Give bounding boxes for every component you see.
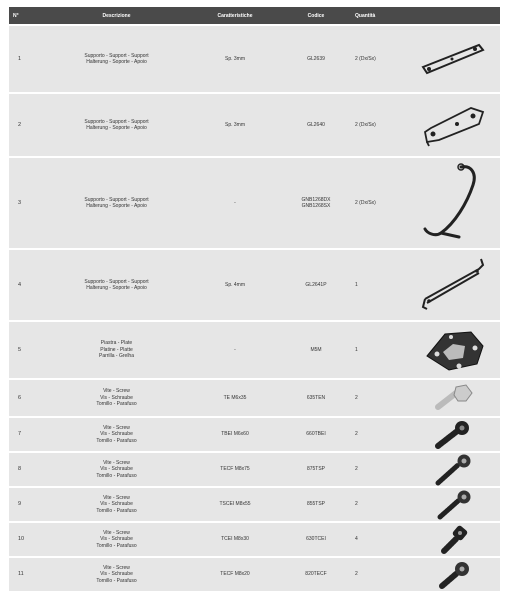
description-line: Supporto - Support - Support: [84, 118, 149, 125]
part-description: [44, 495, 189, 515]
part-number: 3: [18, 199, 22, 206]
part-number: 1: [18, 55, 22, 62]
part-quantity: 2: [355, 501, 358, 508]
description-line: Vis - Schraube: [100, 431, 133, 438]
description-line: Vite - Screw: [103, 424, 130, 431]
part-quantity: 1: [355, 346, 358, 353]
curved-tube-bracket-icon: [407, 158, 500, 248]
description-line: Piastra - Plate: [100, 340, 133, 347]
plate-bracket-icon: [407, 94, 500, 156]
description-line: Halterung - Soporte - Apoio: [86, 59, 147, 65]
part-code: [281, 282, 351, 289]
part-code: [281, 431, 351, 438]
code-line: GNB1268DX: [301, 196, 331, 203]
header-code: Codice: [307, 12, 325, 19]
description-line: Vite - Screw: [103, 564, 130, 571]
table-body: [9, 24, 500, 591]
description-line: Vite - Screw: [103, 459, 130, 466]
description-line: Vis - Schraube: [100, 466, 133, 473]
part-characteristics: TBEI M6x60: [221, 431, 249, 438]
header-characteristics: Caratteristiche: [217, 12, 253, 19]
part-description: [44, 119, 189, 132]
code-line: 635TEN: [306, 394, 326, 401]
part-number: 8: [18, 466, 22, 473]
part-description: [44, 460, 189, 480]
table-row: [9, 486, 500, 521]
table-row: [9, 248, 500, 320]
table-header: [9, 7, 500, 24]
part-description: [44, 197, 189, 210]
part-characteristics: TECF M8x75: [220, 466, 250, 473]
code-line: 660TBEI: [306, 431, 326, 438]
part-description: [44, 279, 189, 292]
table-row: [9, 156, 500, 248]
part-number: 9: [18, 501, 22, 508]
part-quantity: 2 (Dx/Sx): [355, 121, 376, 128]
part-quantity: 2 (Dx/Sx): [355, 199, 376, 206]
table-row: [9, 556, 500, 591]
part-code: [281, 395, 351, 402]
code-line: 855TSP: [306, 501, 326, 508]
description-line: Platine - Platte: [100, 346, 133, 353]
part-number: 11: [18, 571, 24, 578]
hex-screw-icon: [407, 380, 500, 416]
description-line: Vite - Screw: [103, 494, 130, 501]
header-quantity: Quantità: [355, 12, 376, 19]
part-characteristics: Sp. 3mm: [224, 55, 245, 62]
description-line: Tornillo - Parafuso: [96, 437, 137, 444]
code-line: M5M: [310, 346, 322, 353]
flange-screw-icon: [407, 488, 500, 521]
code-line: GL2639: [307, 55, 325, 62]
description-line: Vis - Schraube: [100, 536, 133, 543]
part-code: [281, 347, 351, 354]
code-line: GL2641P: [305, 281, 327, 288]
part-characteristics: -: [234, 346, 236, 353]
part-code: [281, 466, 351, 473]
part-quantity: 2 (Dx/Sx): [355, 55, 376, 62]
description-line: Tornillo - Parafuso: [96, 542, 137, 549]
code-line: GL2640: [307, 121, 325, 128]
part-characteristics: Sp. 3mm: [224, 121, 245, 128]
part-quantity: 2: [355, 431, 358, 438]
part-description: [44, 565, 189, 585]
part-quantity: 2: [355, 394, 358, 401]
code-line: GNB1268SX: [301, 203, 331, 209]
part-code: [281, 501, 351, 508]
part-code: [281, 197, 351, 210]
table-row: [9, 521, 500, 556]
part-characteristics: TE M6x35: [223, 394, 247, 401]
part-description: [44, 388, 189, 408]
part-characteristics: -: [234, 199, 236, 206]
part-description: [44, 53, 189, 66]
mounting-plate-icon: [407, 322, 500, 378]
long-bracket-icon: [407, 250, 500, 320]
description-line: Halterung - Soporte - Apoio: [86, 125, 147, 131]
part-number: 4: [18, 281, 22, 288]
part-description: [44, 530, 189, 550]
description-line: Supporto - Support - Support: [84, 278, 149, 285]
description-line: Vis - Schraube: [100, 501, 133, 508]
table-row: [9, 24, 500, 92]
description-line: Vite - Screw: [103, 388, 130, 395]
part-code: [281, 122, 351, 129]
description-line: Parrilla - Grelha: [98, 353, 134, 360]
flange-screw-long-icon: [407, 453, 500, 486]
part-description: [44, 425, 189, 445]
part-quantity: 4: [355, 536, 358, 543]
description-line: Tornillo - Parafuso: [96, 401, 137, 408]
part-characteristics: TECF M8x20: [220, 571, 250, 578]
part-code: [281, 571, 351, 578]
part-number: 6: [18, 394, 22, 401]
description-line: Supporto - Support - Support: [84, 52, 149, 59]
description-line: Vite - Screw: [103, 529, 130, 536]
part-number: 2: [18, 121, 22, 128]
flat-bracket-icon: [407, 26, 500, 92]
part-number: 10: [18, 536, 25, 543]
part-quantity: 2: [355, 571, 358, 578]
part-description: [44, 340, 189, 360]
socket-screw-icon: [407, 523, 500, 556]
code-line: 820TECF: [305, 571, 327, 578]
description-line: Halterung - Soporte - Apoio: [86, 203, 147, 209]
description-line: Halterung - Soporte - Apoio: [86, 285, 147, 291]
code-line: 875TSP: [306, 466, 326, 473]
description-line: Supporto - Support - Support: [84, 196, 149, 203]
description-line: Tornillo - Parafuso: [96, 472, 137, 479]
table-row: [9, 320, 500, 378]
table-row: [9, 451, 500, 486]
table-row: [9, 92, 500, 156]
header-description: Descrizione: [102, 12, 131, 19]
part-code: [281, 56, 351, 63]
table-row: [9, 378, 500, 416]
part-characteristics: TCEI M8x30: [221, 536, 249, 543]
code-line: 630TCEI: [306, 536, 326, 543]
short-flange-screw-icon: [407, 558, 500, 591]
description-line: Tornillo - Parafuso: [96, 507, 137, 514]
part-characteristics: TSCEI M8x55: [219, 501, 251, 508]
parts-table: [9, 7, 500, 591]
part-quantity: 1: [355, 281, 358, 288]
button-head-screw-icon: [407, 418, 500, 451]
part-quantity: 2: [355, 466, 358, 473]
part-number: 7: [18, 431, 22, 438]
description-line: Tornillo - Parafuso: [96, 577, 137, 584]
part-code: [281, 536, 351, 543]
description-line: Vis - Schraube: [100, 394, 133, 401]
part-number: 5: [18, 346, 22, 353]
table-row: [9, 416, 500, 451]
part-characteristics: Sp. 4mm: [224, 281, 245, 288]
description-line: Vis - Schraube: [100, 571, 133, 578]
header-number: N°: [13, 12, 19, 19]
